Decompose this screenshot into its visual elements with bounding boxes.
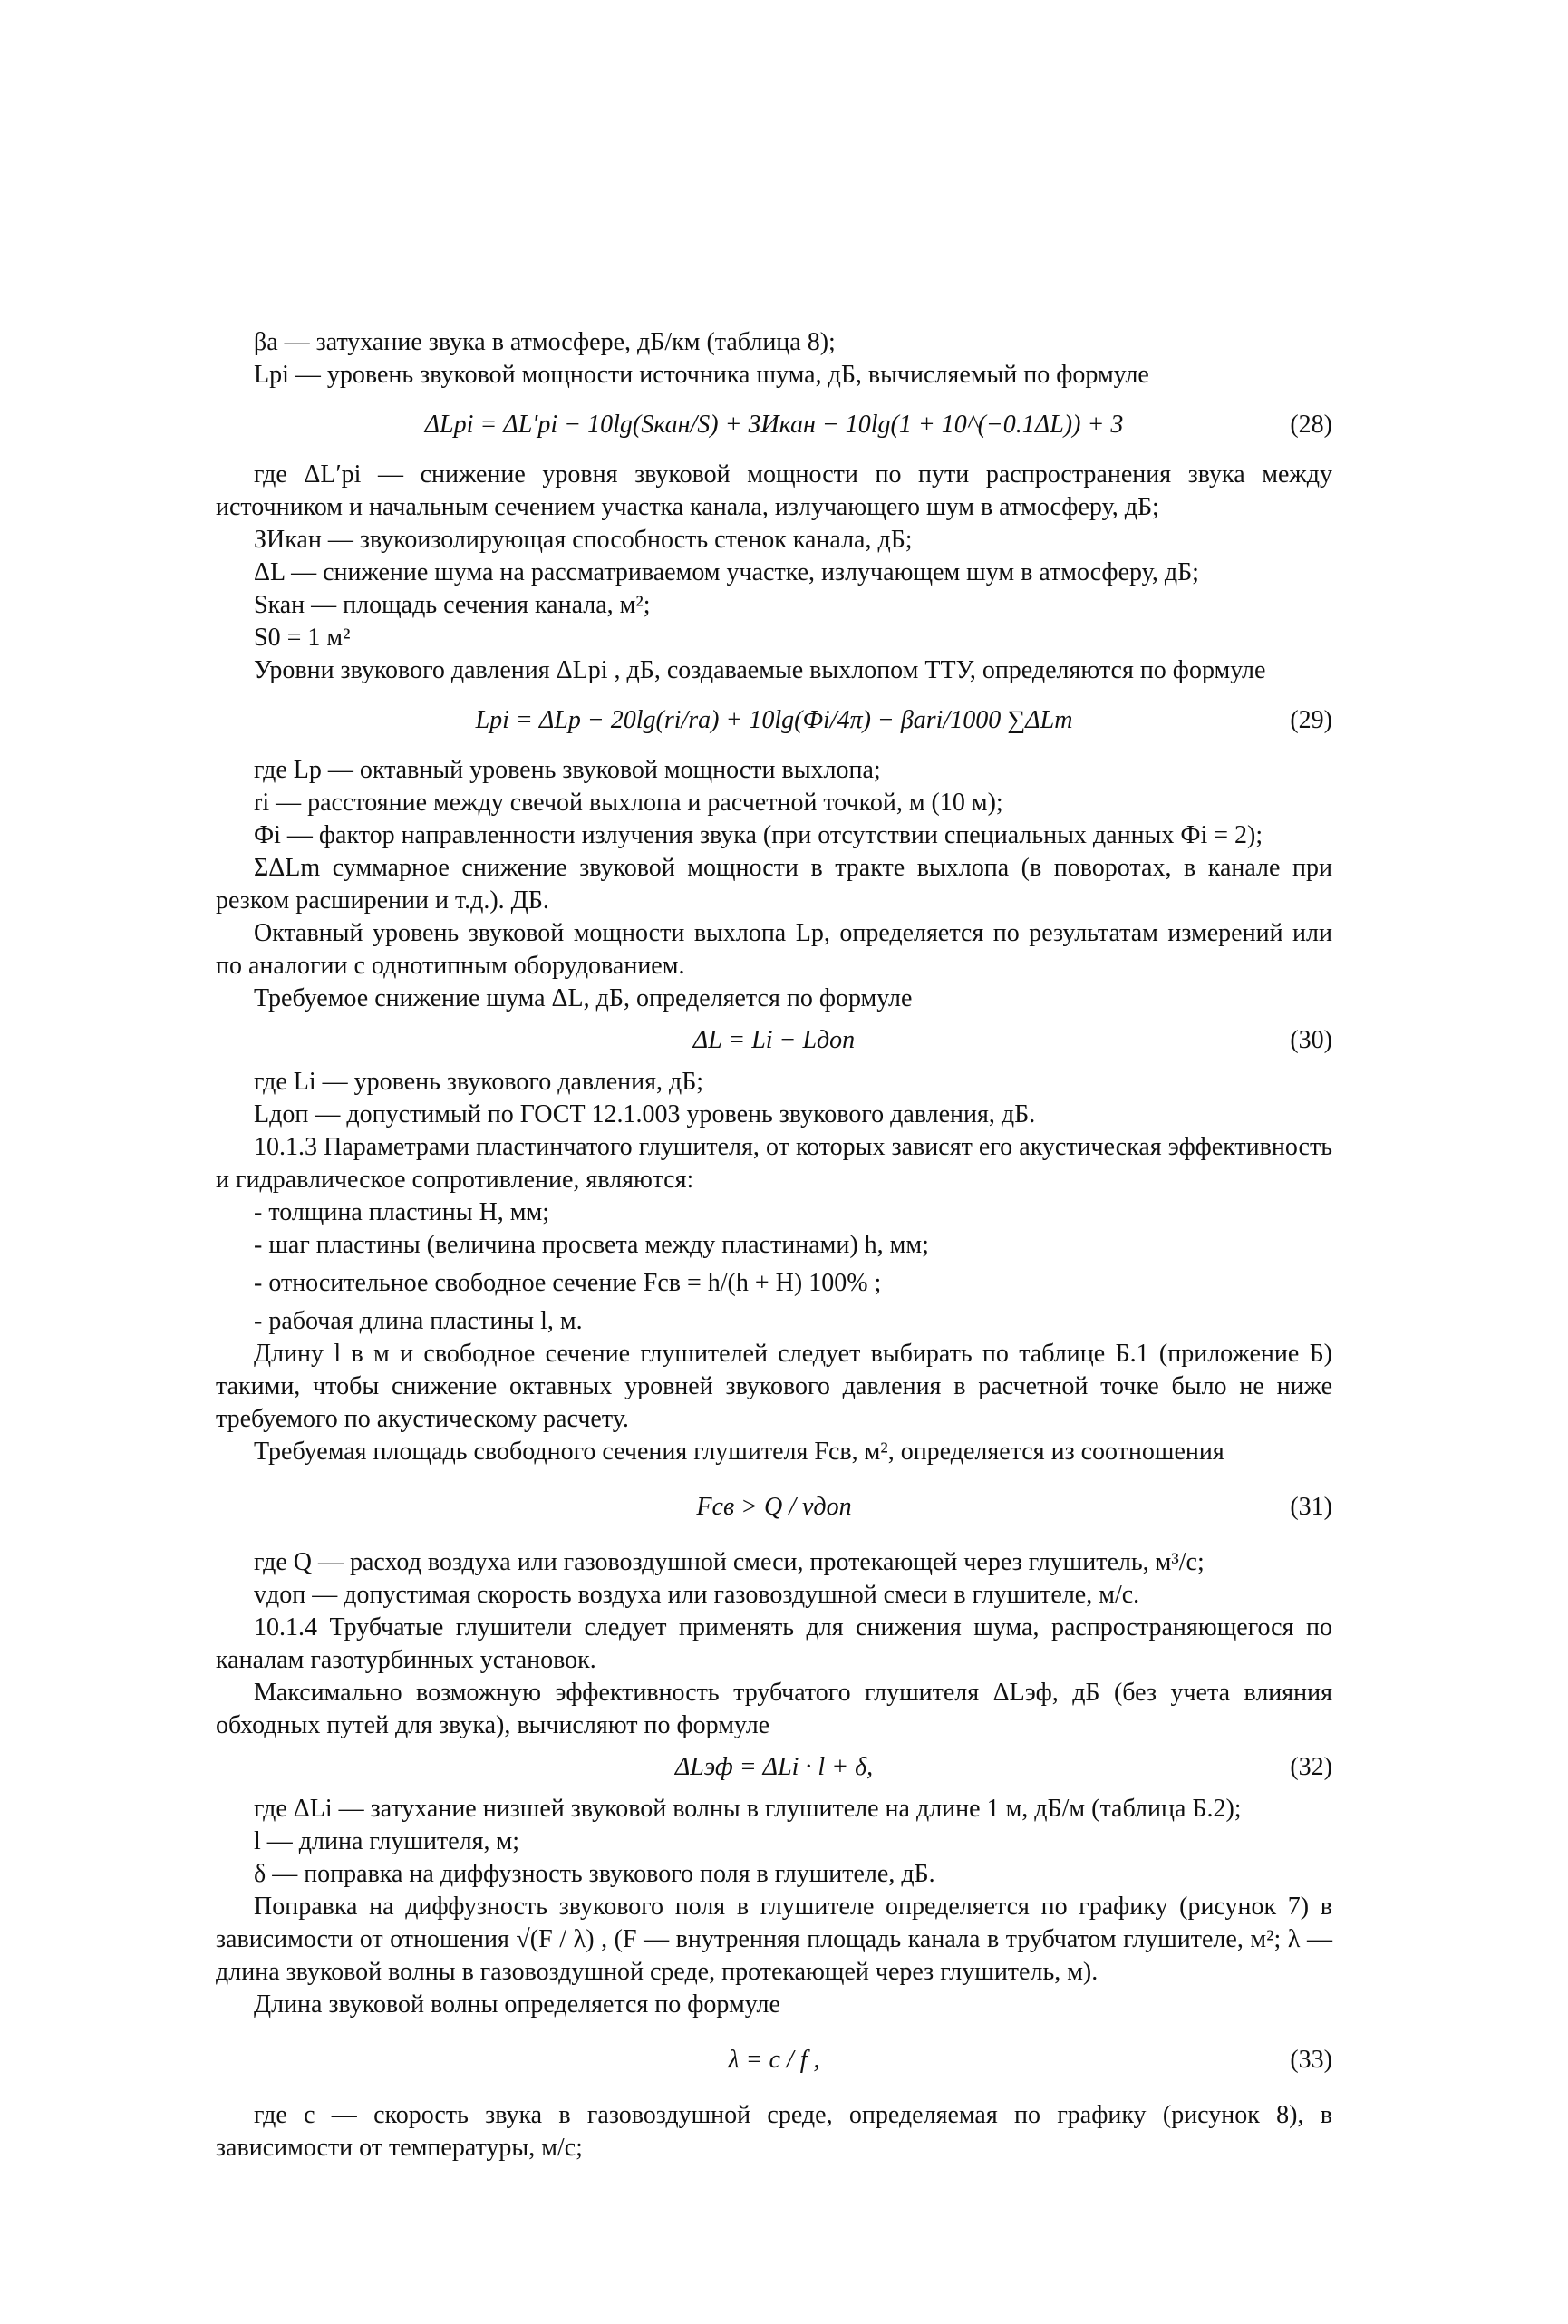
equation-33 — [216, 2021, 1332, 2099]
paragraph: ΣΔLm суммарное снижение звуковой мощности в тракте выхлопа (в поворотах, в канале при резком расширении и т.д.). ДБ. — [216, 854, 1332, 915]
document-body — [216, 326, 1332, 2164]
equation-number: (29) — [1290, 706, 1332, 734]
equation-28 — [216, 392, 1332, 459]
paragraph: где ΔLi — затухание низшей звуковой волны в глушителе на длине 1 м, дБ/м (таблица Б.2); — [254, 1795, 1242, 1823]
list-item: - относительное свободное сечение Fсв = h/(h + H) 100% ; — [254, 1269, 882, 1297]
paragraph: βа — затухание звука в атмосфере, дБ/км (таблица 8); — [254, 328, 836, 356]
list-item: - рабочая длина пластины l, м. — [254, 1307, 583, 1335]
equation-number: (32) — [1290, 1753, 1332, 1781]
paragraph: где Q — расход воздуха или газовоздушной смеси, протекающей через глушитель, м³/с; — [254, 1548, 1205, 1576]
paragraph: Фi — фактор направленности излучения звука (при отсутствии специальных данных Фi = 2); — [254, 821, 1263, 849]
equation-30 — [216, 1015, 1332, 1066]
paragraph: Lрi — уровень звуковой мощности источника шума, дБ, вычисляемый по формуле — [254, 361, 1149, 389]
paragraph: Длина звуковой волны определяется по формуле — [254, 1990, 780, 2019]
equation-32 — [216, 1742, 1332, 1793]
paragraph: l — длина глушителя, м; — [254, 1827, 519, 1855]
paragraph: vдоп — допустимая скорость воздуха или газовоздушной смеси в глушителе, м/с. — [254, 1581, 1140, 1609]
equation-number: (30) — [1290, 1026, 1332, 1054]
equation-number: (31) — [1290, 1493, 1332, 1521]
paragraph: где ΔL′рi — снижение уровня звуковой мощности по пути распространения звука между источником и начальным сечением участка канала, излучающего шум в атмосферу, дБ; — [216, 460, 1332, 521]
paragraph: ΔL — снижение шума на рассматриваемом участке, излучающем шум в атмосферу, дБ; — [254, 558, 1199, 586]
paragraph: Октавный уровень звуковой мощности выхлопа Lр, определяется по результатам измерений или по аналогии с однотипным оборудованием. — [216, 919, 1332, 980]
equation-number: (28) — [1290, 411, 1332, 439]
list-item: - шаг пластины (величина просвета между пластинами) h, мм; — [254, 1231, 929, 1259]
paragraph: ri — расстояние между свечой выхлопа и расчетной точкой, м (10 м); — [254, 789, 1003, 817]
paragraph: Уровни звукового давления ΔLрi , дБ, создаваемые выхлопом ТТУ, определяются по формуле — [254, 656, 1266, 684]
equation-29 — [216, 687, 1332, 754]
equation-number: (33) — [1290, 2046, 1332, 2074]
paragraph: Длину l в м и свободное сечение глушителей следует выбирать по таблице Б.1 (приложение Б) такими, чтобы снижение октавных уровней звукового давления в расчетной точке было не ниже требуемого по акустическому расчету. — [216, 1340, 1332, 1433]
formula: ΔL = Li − Lдоп — [692, 1026, 856, 1054]
list-item: - толщина пластины Н, мм; — [254, 1198, 550, 1226]
paragraph: Требуемое снижение шума ΔL, дБ, определяется по формуле — [254, 984, 913, 1012]
paragraph: 10.1.4 Трубчатые глушители следует применять для снижения шума, распространяющегося по каналам газотурбинных установок. — [216, 1613, 1332, 1674]
formula: Lрi = ΔLр − 20lg(ri/ra) + 10lg(Фi/4π) − βаri/1000 ∑ΔLm — [475, 706, 1073, 734]
paragraph: где Li — уровень звукового давления, дБ; — [254, 1068, 704, 1096]
paragraph: S0 = 1 м² — [254, 624, 351, 652]
paragraph: ЗИкан — звукоизолирующая способность стенок канала, дБ; — [254, 526, 913, 554]
paragraph: где Lр — октавный уровень звуковой мощности выхлопа; — [254, 756, 881, 784]
paragraph: Sкан — площадь сечения канала, м²; — [254, 591, 651, 619]
formula: Fсв > Q / vдоп — [696, 1493, 852, 1521]
paragraph: Поправка на диффузность звукового поля в глушителе определяется по графику (рисунок 7) в зависимости от отношения √(F / λ) , (F — внутренняя площадь канала в трубчатом глушителе, м²; λ — длина звуковой волны в газовоздушной среде, протекающей через глушитель, м). — [216, 1893, 1332, 1986]
formula: ΔLэф = ΔLi · l + δ, — [674, 1753, 874, 1781]
formula: ΔLрi = ΔL′рi − 10lg(Sкан/S) + ЗИкан − 10lg(1 + 10^(−0.1ΔL)) + 3 — [424, 411, 1124, 439]
equation-31 — [216, 1468, 1332, 1546]
paragraph: Максимально возможную эффективность трубчатого глушителя ΔLэф, дБ (без учета влияния обходных путей для звука), вычисляют по формуле — [216, 1679, 1332, 1739]
formula: λ = c / f , — [728, 2046, 820, 2074]
paragraph: δ — поправка на диффузность звукового поля в глушителе, дБ. — [254, 1860, 935, 1888]
paragraph: Lдоп — допустимый по ГОСТ 12.1.003 уровень звукового давления, дБ. — [254, 1100, 1036, 1128]
paragraph: Требуемая площадь свободного сечения глушителя Fсв, м², определяется из соотношения — [254, 1438, 1224, 1466]
paragraph: где с — скорость звука в газовоздушной среде, определяемая по графику (рисунок 8), в зависимости от температуры, м/с; — [216, 2101, 1332, 2162]
paragraph: 10.1.3 Параметрами пластинчатого глушителя, от которых зависят его акустическая эффективность и гидравлическое сопротивление, являются: — [216, 1133, 1332, 1194]
